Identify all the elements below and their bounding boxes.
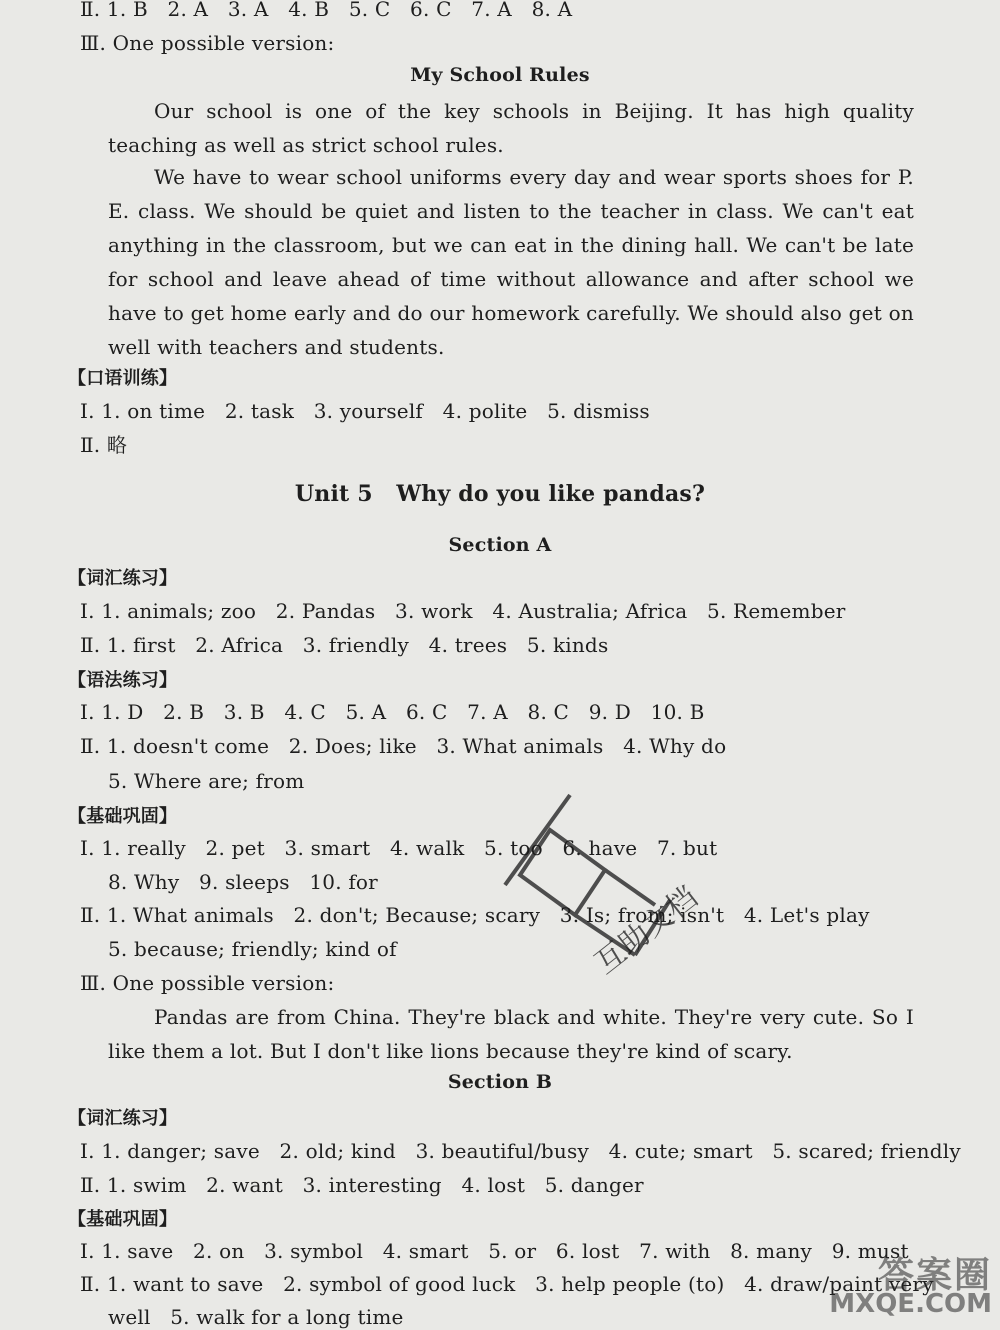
answer-line: Ⅰ. 1. D 2. B 3. B 4. C 5. A 6. C 7. A 8. C 9. D 10. B <box>80 700 705 724</box>
section-title: Section B <box>447 1071 553 1093</box>
answer-line: Ⅱ. 1. B 2. A 3. A 4. B 5. C 6. C 7. A 8. A <box>80 0 573 21</box>
section-title: Section A <box>448 534 552 556</box>
answer-line: Ⅱ. 1. What animals 2. don't; Because; scary 3. Is; from; isn't 4. Let's play <box>80 903 870 927</box>
section-header: 【语法练习】 <box>68 670 178 691</box>
answer-line: Ⅱ. 1. swim 2. want 3. interesting 4. lost 5. danger <box>80 1173 644 1197</box>
answer-line: Ⅱ. 略 <box>80 433 128 457</box>
answer-line: Ⅰ. 1. save 2. on 3. symbol 4. smart 5. or 6. lost 7. with 8. many 9. must <box>80 1239 909 1263</box>
answer-line: 5. Where are; from <box>108 769 305 793</box>
site-watermark <box>829 1255 992 1319</box>
section-header: 【词汇练习】 <box>68 1108 178 1129</box>
answer-line: Ⅲ. One possible version: <box>80 971 335 995</box>
section-header: 【基础巩固】 <box>68 806 178 827</box>
answer-line: Ⅲ. One possible version: <box>80 31 335 55</box>
answer-line: Ⅰ. 1. really 2. pet 3. smart 4. walk 5. too 6. have 7. but <box>80 836 718 860</box>
stamp-logo <box>495 775 725 1005</box>
answer-line: Ⅰ. 1. on time 2. task 3. yourself 4. polite 5. dismiss <box>80 399 650 423</box>
answer-line: Ⅰ. 1. danger; save 2. old; kind 3. beautiful/busy 4. cute; smart 5. scared; friendly <box>80 1139 961 1163</box>
answer-line: 8. Why 9. sleeps 10. for <box>108 870 378 894</box>
answer-line: 5. because; friendly; kind of <box>108 937 397 961</box>
answer-line: Ⅱ. 1. doesn't come 2. Does; like 3. What animals 4. Why do <box>80 734 727 758</box>
answer-line: Ⅰ. 1. animals; zoo 2. Pandas 3. work 4. Australia; Africa 5. Remember <box>80 599 846 623</box>
section-header: 【词汇练习】 <box>68 568 178 589</box>
essay-paragraph: Our school is one of the key schools in Beijing. It has high quality teaching as well as strict school rules. <box>108 99 914 157</box>
essay-paragraph: We have to wear school uniforms every day and wear sports shoes for P. E. class. We should be quiet and listen to the teacher in class. We can't eat anything in the classroom, but we can eat in the dining hall. We can't be late for school and leave ahead of time without allowance and after school we have to get home early and do our homework carefully. We should also get on well with teachers and students. <box>108 165 914 359</box>
section-header: 【口语训练】 <box>68 368 178 389</box>
answer-line: well 5. walk for a long time <box>108 1305 404 1329</box>
answer-line: Ⅱ. 1. want to save 2. symbol of good luck 3. help people (to) 4. draw/paint very <box>80 1272 934 1296</box>
watermark-logo: 答案圈 <box>877 1255 992 1296</box>
stamp-text: 互助文档 <box>588 879 705 982</box>
essay-title: My School Rules <box>410 64 590 86</box>
unit-title: Unit 5 Why do you like pandas? <box>294 481 706 507</box>
answer-line: Ⅱ. 1. first 2. Africa 3. friendly 4. trees 5. kinds <box>80 633 609 657</box>
section-header: 【基础巩固】 <box>68 1209 178 1230</box>
essay-paragraph: Pandas are from China. They're black and white. They're very cute. So I like them a lot. But I don't like lions because they're kind of scary. <box>108 1005 914 1063</box>
watermark-url: MXQE.COM <box>829 1289 992 1319</box>
